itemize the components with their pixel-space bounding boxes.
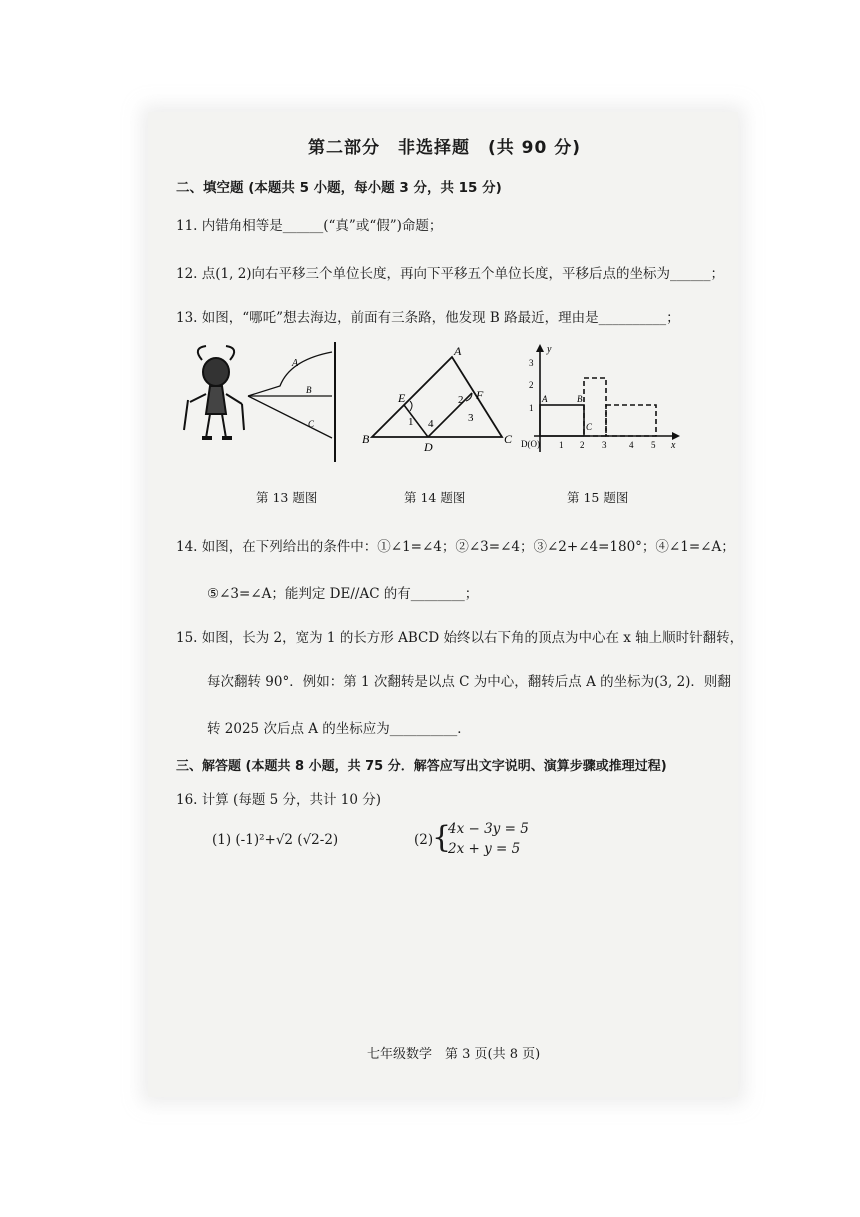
figure-14-angle-4: 4 [428,418,434,430]
figure-15-y-axis-label: y [547,344,552,355]
figure-14-label-c: C [504,432,513,446]
figure-14-label-e: E [398,391,406,405]
figure-13 [180,340,355,465]
figure-14-label-b: B [362,432,370,446]
figure-15-y-tick: 1 [529,403,534,413]
figure-14-caption: 第 14 题图 [404,490,466,505]
question-11: 11. 内错角相等是______(“真”或“假”)命题； [176,218,443,234]
figure-13-caption: 第 13 题图 [256,490,318,505]
figure-14-angle-2: 2 [458,394,464,406]
figure-15-y-tick: 2 [529,380,534,390]
section-solution-heading: 三、解答题 (本题共 8 小题，共 75 分．解答应写出文字说明、演算步骤或推理过程) [176,759,667,774]
question-14-line-2: ⑤∠3=∠A；能判定 DE//AC 的有________； [207,586,479,602]
figure-15-x-tick: 2 [580,440,585,450]
figure-15-x-tick: 5 [651,440,656,450]
question-12: 12. 点(1, 2)向右平移三个单位长度，再向下平移五个单位长度，平移后点的坐标为______； [176,266,725,282]
question-16-part-1: (1) (-1)²+√2 (√2-2) [212,832,339,848]
figure-15-x-tick: 4 [629,440,634,450]
figure-14-angle-1: 1 [408,416,414,428]
equation-1: 4x − 3y = 5 [448,821,529,837]
question-15-line-3: 转 2025 次后点 A 的坐标应为__________． [207,721,471,737]
figure-15-rotated-rectangle [606,405,656,436]
question-14-line-1: 14. 如图，在下列给出的条件中：①∠1=∠4；②∠3=∠4；③∠2+∠4=180°；④∠1=∠A； [176,539,735,555]
figure-15-point-b: B [577,394,583,404]
figure-15-x-tick: 1 [559,440,564,450]
figure-14 [360,345,520,455]
nezha-character-icon [184,346,244,438]
figure-15-caption: 第 15 题图 [567,490,629,505]
figure-15-x-tick: 3 [602,440,607,450]
system-brace-icon: { [432,820,452,855]
figure-15 [520,342,685,460]
figure-15-origin-label: D(O) [521,439,540,449]
question-13: 13. 如图，“哪吒”想去海边，前面有三条路，他发现 B 路最近，理由是__________； [176,310,680,326]
figure-15-y-tick: 3 [529,358,534,368]
question-16: 16. 计算 (每题 5 分，共计 10 分) [176,792,382,808]
section-fill-in-heading: 二、填空题 (本题共 5 小题，每小题 3 分，共 15 分) [176,180,502,196]
question-15-line-1: 15. 如图，长为 2，宽为 1 的长方形 ABCD 始终以右下角的顶点为中心在 x 轴上顺时针翻转， [176,630,744,646]
page-footer: 七年级数学 第 3 页(共 8 页) [367,1047,541,1062]
figure-14-label-a: A [454,345,462,358]
question-16-part-2-label: (2) [414,832,434,848]
figure-14-label-f: F [476,388,484,402]
figure-15-rectangle-abcd [540,405,584,436]
figure-13-label-c: C [308,419,315,429]
page-title: 第二部分 非选择题 (共 90 分) [308,138,582,158]
figure-15-point-c: C [586,422,593,432]
figure-14-angle-3: 3 [468,412,474,424]
figure-15-point-a: A [542,394,548,404]
figure-13-label-b: B [306,385,312,395]
figure-14-label-d: D [424,440,433,454]
exam-paper [148,112,738,1097]
question-15-line-2: 每次翻转 90°．例如：第 1 次翻转是以点 C 为中心，翻转后点 A 的坐标为(3, 2)．则翻 [207,674,731,690]
equation-2: 2x + y = 5 [448,841,521,857]
figure-15-x-axis-label: x [671,440,676,451]
figure-13-label-a: A [292,358,299,369]
